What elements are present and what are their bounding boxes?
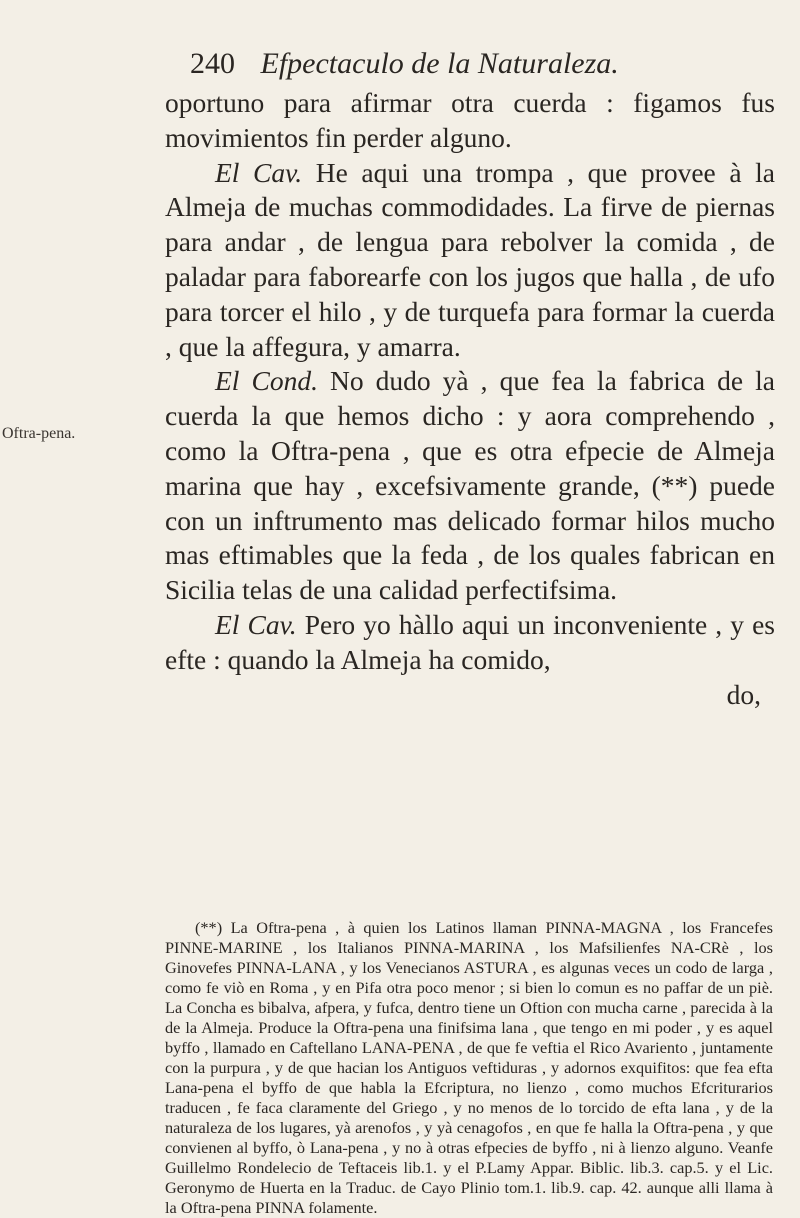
paragraph-text: He aqui una trompa , que provee à la Almeja de muchas commodidades. La firve de piernas para andar , de lengua para rebolver la comida , de paladar para faborearfe con los jugos que halla , de ufo para torcer el hilo , y de turquefa para formar la cuerda , que la affegura, y amarra. (165, 156, 775, 362)
paragraph (165, 608, 775, 678)
paragraph-text: Pero yo hàllo aqui un inconveniente , y es efte : quando la Almeja ha comido, (165, 608, 775, 675)
paragraph-text: No dudo yà , que fea la fabrica de la cuerda la que hemos dicho : y aora comprehendo , como la Oftra-pena , que es otra efpecie de Almeja marina que hay , excefsivamente grande, (**) puede con un inftrumento mas delicado formar hilos mucho mas eftimables que la feda , de los quales fabrican en Sicilia telas de una calidad perfectifsima. (165, 365, 776, 606)
catchword: do, (726, 678, 761, 710)
page-header (190, 46, 770, 82)
speaker-label: El Cav. (215, 156, 303, 188)
page-number: 240 (190, 47, 235, 80)
paragraph (165, 364, 775, 608)
footnote: (**) La Oftra-pena , à quien los Latinos llaman PINNA-MAGNA , los Francefes PINNE-MARINE , los Italianos PINNA-MARINA , los Mafsilienfes NA-CRè , los Ginovefes PINNA-LANA , y los Venecianos ASTURA , es algunas veces un codo de larga , como fe viò en Roma , y en Pifa otra poco menor ; si bien lo comun es no paffar de un piè. La Concha es bibalva, afpera, y fufca, dentro tiene un Oftion con mucha carne , parecida à la de la Almeja. Produce la Oftra-pena una finifsima lana , que tengo en mi poder , y es aquel byffo , llamado en Caftellano LANA-PENA , de que fe veftia el Rico Avariento , juntamente con la purpura , y de que hacian los Antiguos veftiduras , y adornos exquifitos: que fea efta Lana-pena el byffo de que habla la Efcriptura, no lienzo , como muchos Efcriturarios traducen , fe faca claramente del Griego , y no menos de lo torcido de efta lana , y de la naturaleza de los lugares, yà arenofos , y yà cenagofos , en que fe halla la Oftra-pena , y que convienen al byffo, ò Lana-pena , y no à otras efpecies de byffo , ni à lienzo alguno. Veanfe Guillelmo Rondelecio de Teftaceis lib.1. y el P.Lamy Appar. Biblic. lib.3. cap.5. y el Lic. Geronymo de Huerta en la Traduc. de Cayo Plinio tom.1. lib.9. cap. 42. aunque alli llama à la Oftra-pena PINNA folamente. (165, 918, 773, 1217)
paragraph-text: oportuno para afirmar otra cuerda : figamos fus movimientos fin perder alguno. (165, 87, 775, 153)
paragraph (165, 86, 775, 156)
paragraph (165, 156, 775, 365)
main-text (165, 86, 775, 712)
margin-note: Oftra-pena. (2, 425, 76, 442)
speaker-label: El Cond. (215, 365, 318, 397)
speaker-label: El Cav. (215, 608, 297, 640)
running-title: Efpectaculo de la Naturaleza. (260, 47, 619, 80)
